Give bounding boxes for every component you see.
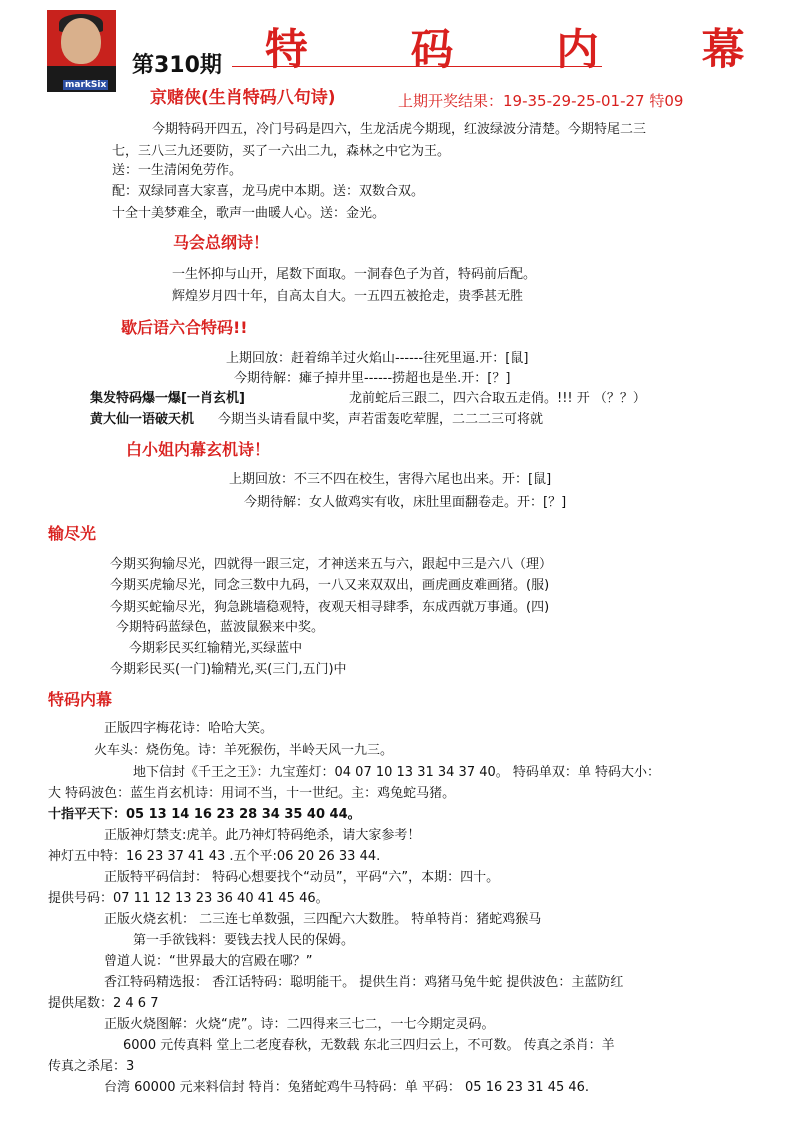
section-heading-temaneimu: 特码内幕 <box>48 690 113 709</box>
sec1-line: 配：双绿同喜大家喜，龙马虎中本期。送：双数合双。 <box>112 184 425 199</box>
sec6-line: 6000 元传真料 堂上二老度春秋，无数载 东北三四归云上，不可数。 传真之杀肖：羊 <box>123 1038 615 1053</box>
sec6-line: 正版火烧图解：火烧“虎”。诗：二四得来三七二，一七今期定灵码。 <box>104 1017 495 1032</box>
sec6-line: 传真之杀尾：3 <box>48 1059 135 1074</box>
sec6-line: 正版神灯禁支:虎羊。此乃神灯特码绝杀，请大家参考！ <box>104 828 421 843</box>
sec6-line: 提供尾数：2 4 6 7 <box>48 996 159 1011</box>
sec1-line: 七，三八三九还要防，买了一六出二九，森林之中它为王。 <box>112 144 451 159</box>
sec2-line: 辉煌岁月四十年，自高太自大。一五四五被抢走，贵季甚无胜 <box>172 289 524 304</box>
sec6-line: 神灯五中特：16 23 37 41 43 .五个平:06 20 26 33 44. <box>48 849 381 864</box>
title-divider <box>232 66 602 67</box>
sec3-line-label: 黄大仙一语破天机 <box>90 412 195 427</box>
sec1-line: 送：一生清闲免劳作。 <box>112 163 243 178</box>
sec4-line: 上期回放：不三不四在校生，害得六尾也出来。开：[鼠] <box>229 472 552 487</box>
sec5-line: 今期彩民买红输精光,买绿蓝中 <box>129 641 303 656</box>
sec5-line: 今期特码蓝绿色，蓝波鼠猴来中奖。 <box>116 620 325 635</box>
sec5-line: 今期彩民买(一门)输精光,买(三门,五门)中 <box>110 662 347 677</box>
sec6-line: 正版火烧玄机： 二三连七单数强，三四配六大数胜。 特单特肖：猪蛇鸡猴马 <box>104 912 542 927</box>
sec6-line: 台湾 60000 元来料信封 特肖：兔猪蛇鸡牛马特码：单 平码： 05 16 23 31 45 46. <box>104 1080 590 1095</box>
issue-number: 第310期 <box>132 53 222 78</box>
sec6-line: 正版特平码信封： 特码心想要找个“动员”，平码“六”，本期：四十。 <box>104 870 500 885</box>
section-heading-xiehouyu: 歇后语六合特码!! <box>121 318 248 337</box>
sec3-line: 上期回放：赶着绵羊过火焰山------往死里逼.开：[鼠] <box>226 351 529 366</box>
last-result: 上期开奖结果：19-35-29-25-01-27 特09 <box>398 92 684 110</box>
sec4-line: 今期待解：女人做鸡实有收，床肚里面翻卷走。开：[？] <box>244 495 567 510</box>
sec1-line: 今期特码开四五，冷门号码是四六，生龙活虎今期现，红波绿波分清楚。今期特尾二三 <box>152 122 647 137</box>
section-heading-jingduxia: 京赌侠(生肖特码八句诗) <box>150 88 336 108</box>
sec2-line: 一生怀抑与山开，尾数下面取。一洞春色子为首，特码前后配。 <box>172 267 537 282</box>
photo-mark: markSix <box>65 80 107 90</box>
section-heading-shujinguang: 输尽光 <box>48 524 97 543</box>
sec6-line: 香江特码精选报： 香江话特码：聪明能干。 提供生肖：鸡猪马兔牛蛇 提供波色：主蓝防红 <box>104 975 624 990</box>
sec6-line: 大 特码波色：蓝生肖玄机诗：用词不当，十一世纪。主：鸡兔蛇马猪。 <box>48 786 456 801</box>
sec1-line: 十全十美梦难全，歌声一曲暖人心。送：金光。 <box>112 206 386 221</box>
sec5-line: 今期买狗输尽光，四就得一跟三定，才神送来五与六，跟起中三是六八（理） <box>110 557 553 572</box>
sec3-line: 今期当头请看鼠中奖，声若雷轰吃荤腥，二二二三可将就 <box>218 412 544 427</box>
photo-face <box>61 18 101 64</box>
sec3-line: 今期待解：瘫子掉井里------捞超也是坐.开：[？] <box>234 371 511 386</box>
sec3-line: 龙前蛇后三跟二，四六合取五走俏。!!! 开 （？？） <box>349 391 646 406</box>
page-title: 特 码 内 幕 <box>265 25 789 75</box>
sec5-line: 今期买虎输尽光，同念三数中九码，一八又来双双出，画虎画皮难画猪。(服) <box>110 578 550 593</box>
sec6-line: 曾道人说：“世界最大的宫殿在哪？” <box>104 954 313 969</box>
sec6-line: 提供号码：07 11 12 13 23 36 40 41 45 46。 <box>48 891 329 906</box>
sec6-line: 火车头：烧伤兔。诗：羊死猴伤，半岭天风一九三。 <box>94 743 394 758</box>
sec6-line: 正版四字梅花诗：哈哈大笑。 <box>104 721 274 736</box>
sec6-line: 第一手欲钱料：要钱去找人民的保姆。 <box>133 933 355 948</box>
sec3-line-label: 集发特码爆一爆[一肖玄机] <box>90 391 245 406</box>
sec6-line: 十指平天下：05 13 14 16 23 28 34 35 40 44。 <box>48 807 361 822</box>
section-heading-baixiaojie: 白小姐内幕玄机诗！ <box>126 440 271 459</box>
section-heading-mahui: 马会总纲诗！ <box>173 233 270 252</box>
sec5-line: 今期买蛇输尽光，狗急跳墙稳观特，夜观天相寻肆季，东成西就万事通。(四) <box>110 600 550 615</box>
author-photo <box>47 10 116 92</box>
sec6-line: 地下信封《千王之王》：九宝莲灯：04 07 10 13 31 34 37 40。 特码单双：单 特码大小： <box>133 765 661 780</box>
